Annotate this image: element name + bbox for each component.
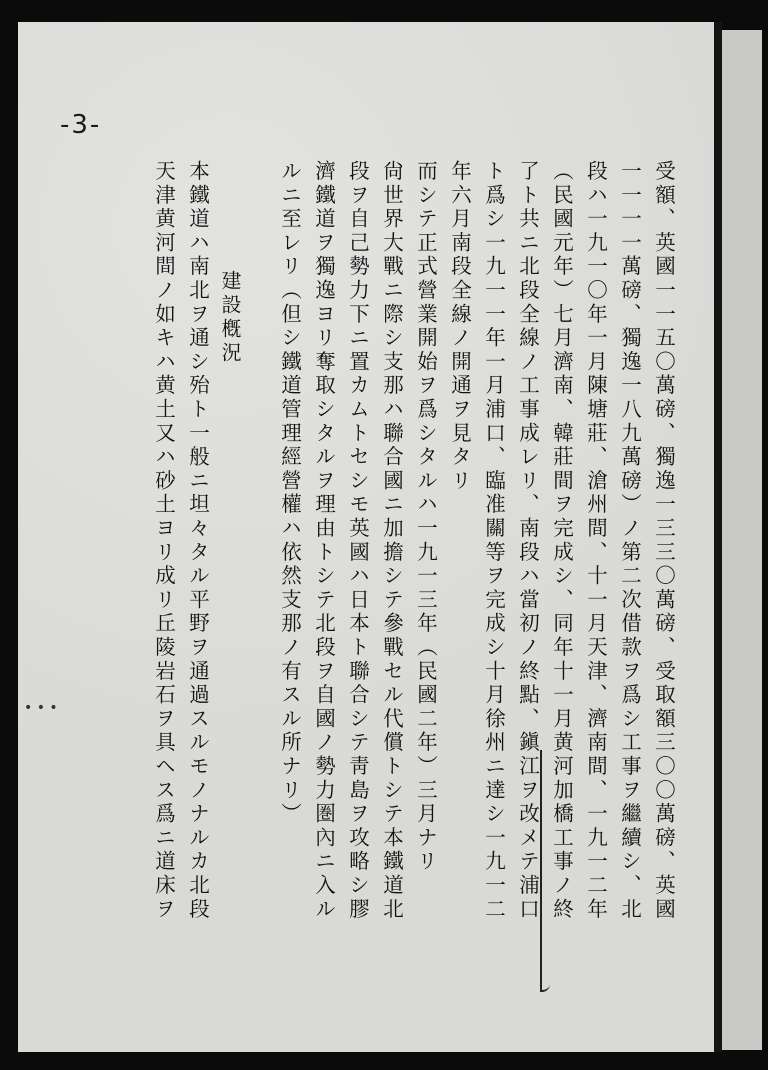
handwritten-mark <box>540 750 550 992</box>
text-column-6: ト爲シ一九一一年一月浦口、臨准關等ヲ完成シ十月徐州ニ達シ一九一二 <box>481 160 506 922</box>
text-column-10: 段ヲ自己勢力下ニ置カムトセシモ英國ハ日本ト聯合シテ靑島ヲ攻略シ膠 <box>345 160 370 922</box>
text-column-2: 一一一一萬磅、獨逸一八九萬磅）ノ第二次借款ヲ爲シ工事ヲ繼續シ、北 <box>617 160 642 922</box>
text-column-14: 天津黄河間ノ如キハ黄土又ハ砂土ヨリ成リ丘陵岩石ヲ具ヘス爲ニ道床ヲ <box>151 160 176 922</box>
page-number: -3- <box>60 110 102 140</box>
text-column-13: 本鐵道ハ南北ヲ通シ殆ト一般ニ坦々タル平野ヲ通過スルモノナルカ北段 <box>185 160 210 922</box>
page-spine <box>714 22 722 1052</box>
binding-holes: • • • <box>24 700 58 716</box>
text-column-7: 年六月南段全線ノ開通ヲ見タリ <box>447 160 472 494</box>
text-column-1: 受額、英國一一五〇萬磅、獨逸一三三〇萬磅、受取額三〇〇萬磅、英國 <box>651 160 676 922</box>
text-column-3: 段ハ一九一〇年一月陳塘莊、滄州間、十一月天津、濟南間、一九一二年 <box>583 160 608 922</box>
section-heading: 建設槪況 <box>218 270 242 366</box>
text-column-4: （民國元年）七月濟南、韓莊間ヲ完成シ、同年十一月黄河加橋工事ノ終 <box>549 160 574 922</box>
text-column-5: 了ト共ニ北段全線ノ工事成レリ、南段ハ當初ノ終點、鎭江ヲ改メテ浦口 <box>515 160 540 922</box>
text-column-11: 濟鐵道ヲ獨逸ヨリ奪取シタルヲ理由トシテ北段ヲ自國ノ勢力圏內ニ入ル <box>311 160 336 922</box>
text-column-12: ルニ至レリ（但シ鐵道管理經營權ハ依然支那ノ有スル所ナリ） <box>277 160 302 827</box>
text-column-9: 尙世界大戰ニ際シ支那ハ聯合國ニ加擔シテ參戰セル代償トシテ本鐵道北 <box>379 160 404 922</box>
adjacent-page-edge <box>722 30 762 1050</box>
text-column-8: 而シテ正式營業開始ヲ爲シタルハ一九一三年（民國二年）三月ナリ <box>413 160 438 874</box>
